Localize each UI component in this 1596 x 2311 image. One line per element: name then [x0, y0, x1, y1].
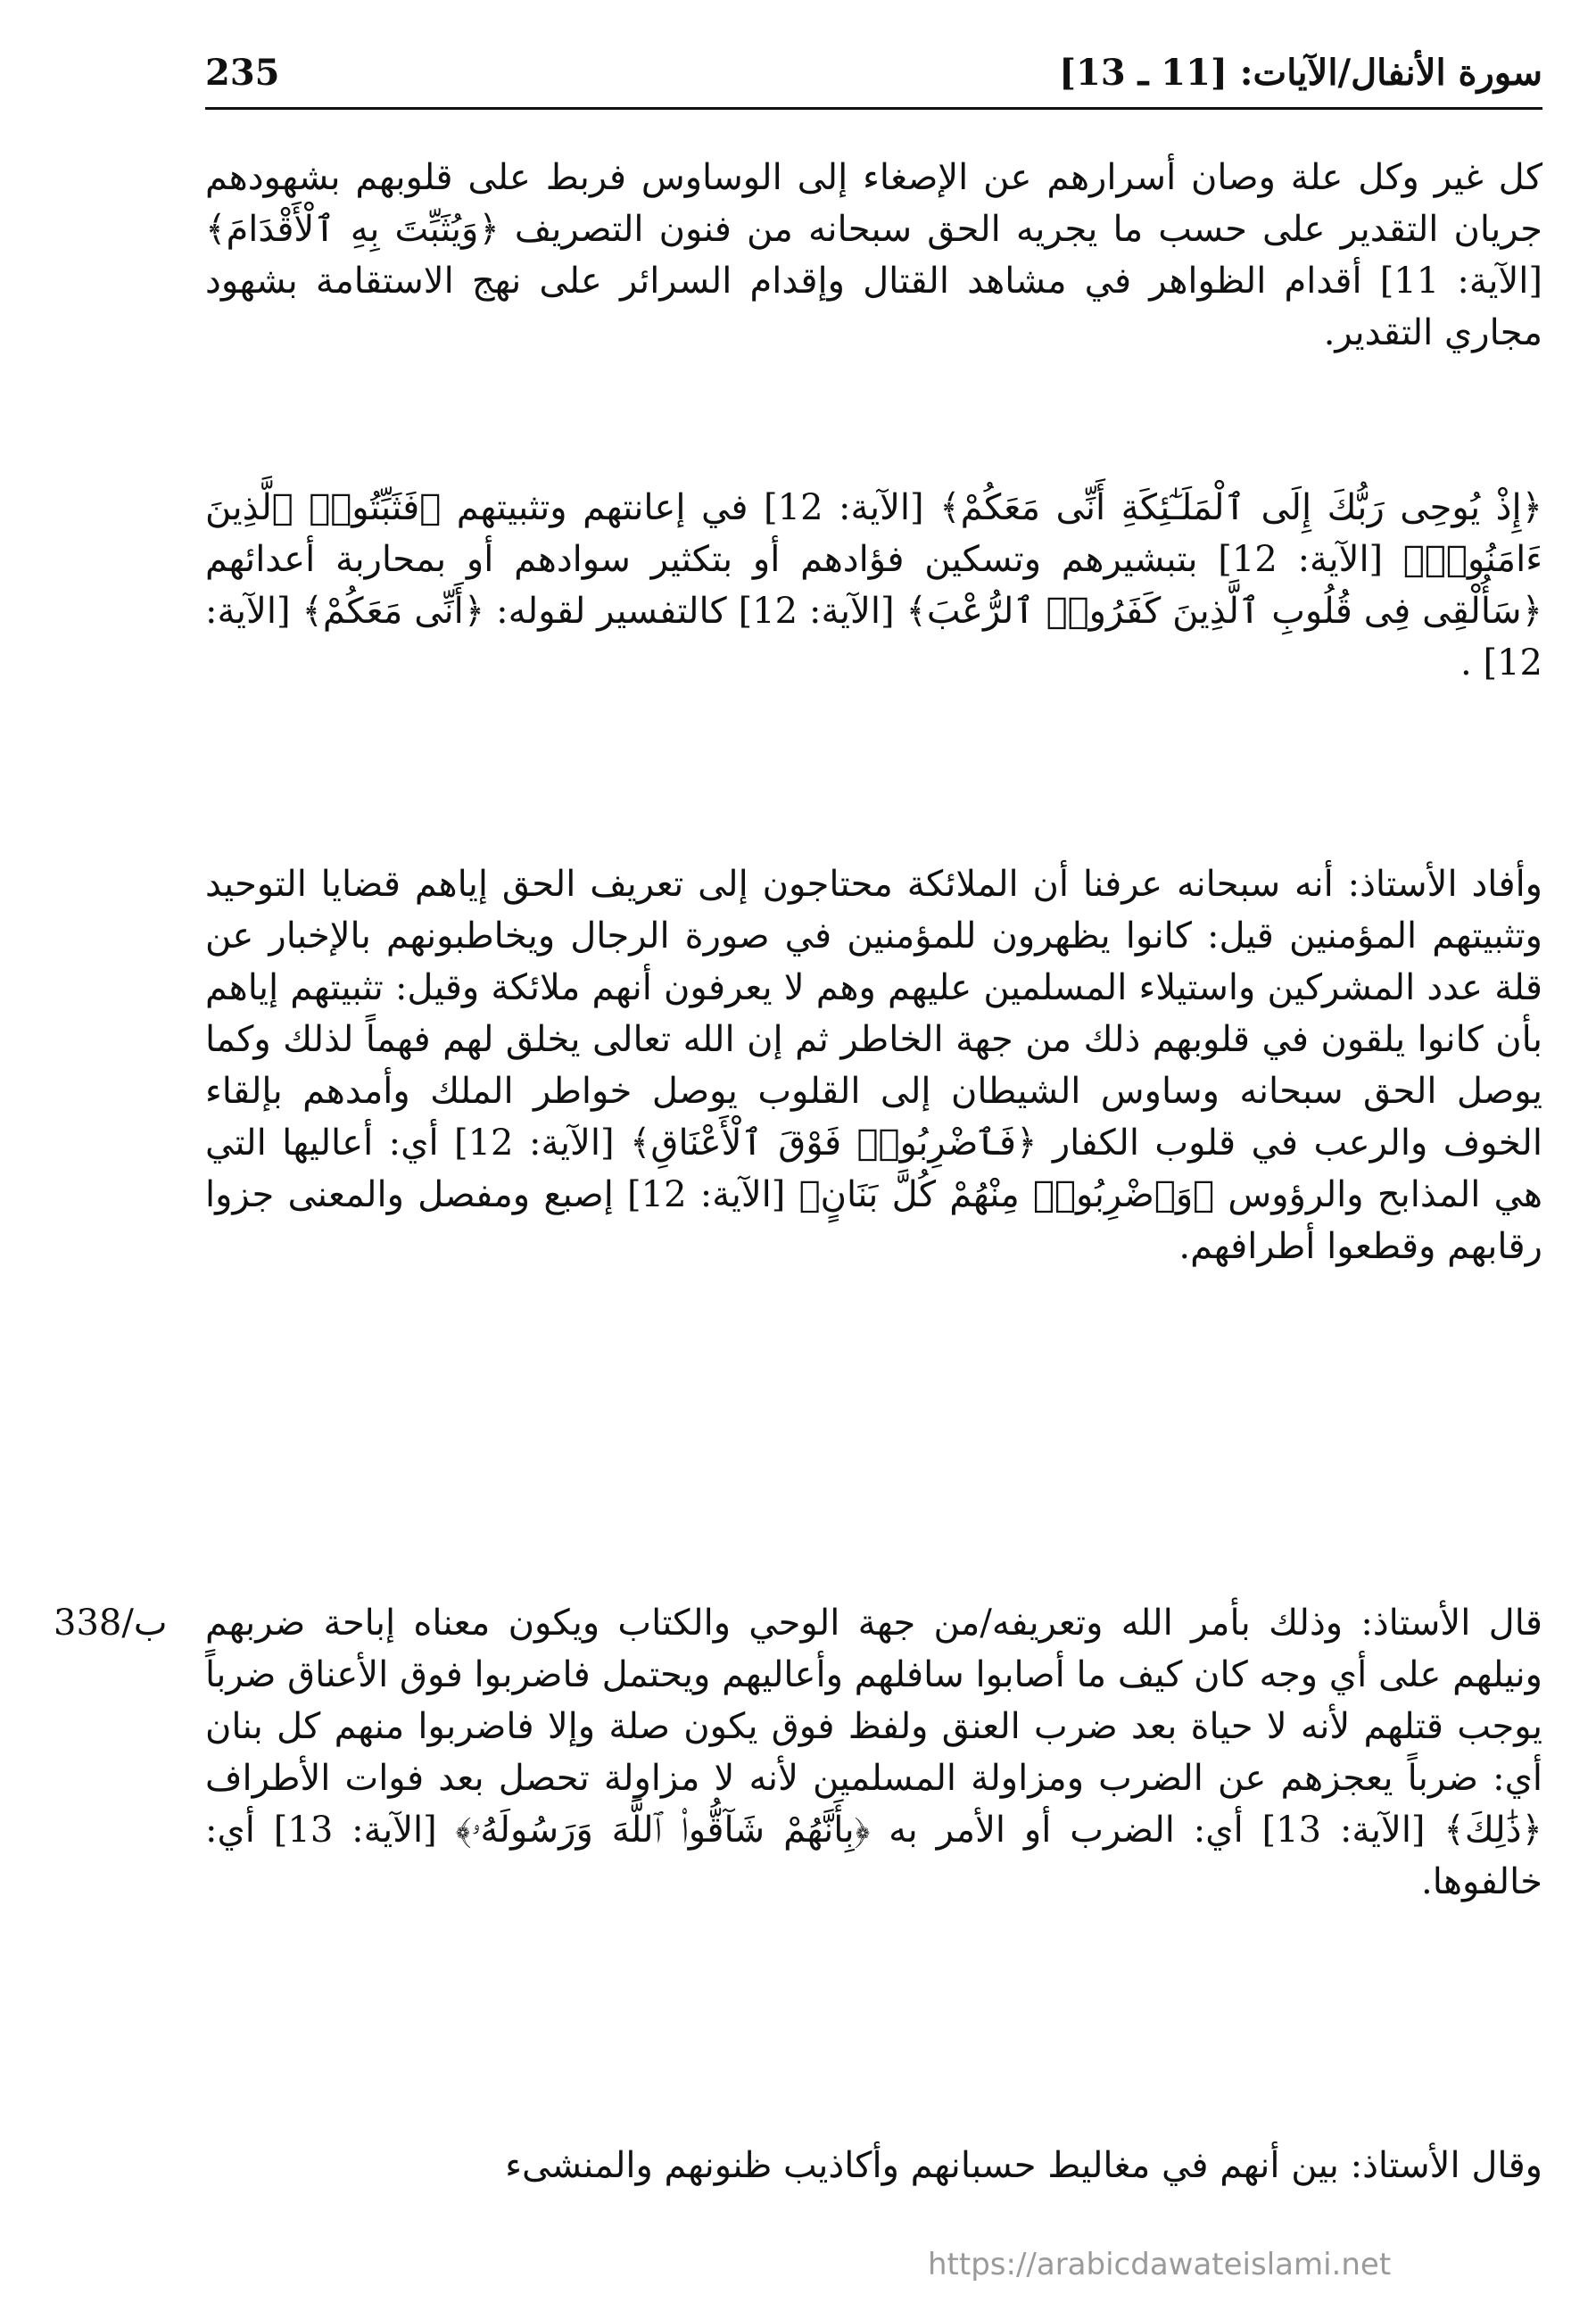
paragraph-text: كل غير وكل علة وصان أسرارهم عن الإصغاء إلى الوساوس فربط على قلوبهم بشهودهم جريان التقدير على حسب ما يجريه الحق سبحانه من فنون التصريف ﴿وَيُثَبِّتَ بِهِ ٱلْأَقْدَامَ﴾ [الآية: 11] أقدام الظواهر في مشاهد القتال وإقدام السرائر على نهج الاستقامة بشهود مجاري التقدير. [205, 157, 1542, 353]
running-title: سورة الأنفال/الآيات: [11 ـ 13] [1059, 52, 1542, 94]
paragraph-text: قال الأستاذ: وذلك بأمر الله وتعريفه/من جهة الوحي والكتاب ويكون معناه إباحة ضربهم ونيلهم على أي وجه كان كيف ما أصابوا سافلهم وأعاليهم ويحتمل فاضربوا فوق الأعناق ضرباً يوجب قتلهم لأنه لا حياة بعد ضرب العنق ولفظ فوق يكون صلة وإلا فاضربوا منهم كل بنان أي: ضرباً يعجزهم عن الضرب ومزاولة المسلمين لأنه لا مزاولة تحصل بعد فوات الأطراف ﴿ذَٰلِكَ﴾ [الآية: 13] أي: الضرب أو الأمر به ﴿بِأَنَّهُمْ شَآقُّوا۟ ٱللَّهَ وَرَسُولَهُۥ﴾ [الآية: 13] أي: خالفوها. [205, 1603, 1542, 1902]
page-header [205, 46, 1542, 109]
manuscript-folio-note: 338/ب [54, 1603, 168, 1644]
paragraph-3 [205, 858, 1542, 1272]
paragraph-text: وقال الأستاذ: بين أنهم في مغاليط حسبانهم وأكاذيب ظنونهم والمنشىء [505, 2145, 1542, 2186]
paragraph-1 [205, 152, 1542, 359]
paragraph-2 [205, 482, 1542, 689]
paragraph-4 [205, 1597, 1542, 1908]
paragraph-5 [205, 2140, 1542, 2191]
header-rule [205, 107, 1542, 110]
paragraph-text: وأفاد الأستاذ: أنه سبحانه عرفنا أن الملائكة محتاجون إلى تعريف الحق إياهم قضايا التوحيد وتثبيتهم المؤمنين قيل: كانوا يظهرون للمؤمنين في صورة الرجال ويخاطبونهم بالإخبار عن قلة عدد المشركين واستيلاء المسلمين عليهم وهم لا يعرفون أنهم ملائكة وقيل: تثبيتهم إياهم بأن كانوا يلقون في قلوبهم ذلك من جهة الخاطر ثم إن الله تعالى يخلق لهم فهماً لذلك وكما يوصل الحق سبحانه وساوس الشيطان إلى القلوب يوصل خواطر الملك وأمدهم بإلقاء الخوف والرعب في قلوب الكفار ﴿فَٱضْرِبُوا۟ فَوْقَ ٱلْأَعْنَاقِ﴾ [الآية: 12] أي: أعاليها التي هي المذابح والرؤوس ﴿وَٱضْرِبُوا۟ مِنْهُمْ كُلَّ بَنَانٍ﴾ [الآية: 12] إصبع ومفصل والمعنى جزوا رقابهم وقطعوا أطرافهم. [205, 864, 1542, 1267]
page-number: 235 [205, 52, 280, 94]
paragraph-text: ﴿إِذْ يُوحِى رَبُّكَ إِلَى ٱلْمَلَـٰٓئِكَةِ أَنِّى مَعَكُمْ﴾ [الآية: 12] في إعانتهم وتثبيتهم ﴿فَثَبِّتُوا۟ ٱلَّذِينَ ءَامَنُوا۟﴾ [الآية: 12] بتبشيرهم وتسكين فؤادهم أو بتكثير سوادهم أو بمحاربة أعدائهم ﴿سَأُلْقِى فِى قُلُوبِ ٱلَّذِينَ كَفَرُوا۟ ٱلرُّعْبَ﴾ [الآية: 12] كالتفسير لقوله: ﴿أَنِّى مَعَكُمْ﴾ [الآية: 12] . [205, 487, 1543, 683]
watermark-url: https://arabicdawateislami.net [928, 2247, 1392, 2282]
